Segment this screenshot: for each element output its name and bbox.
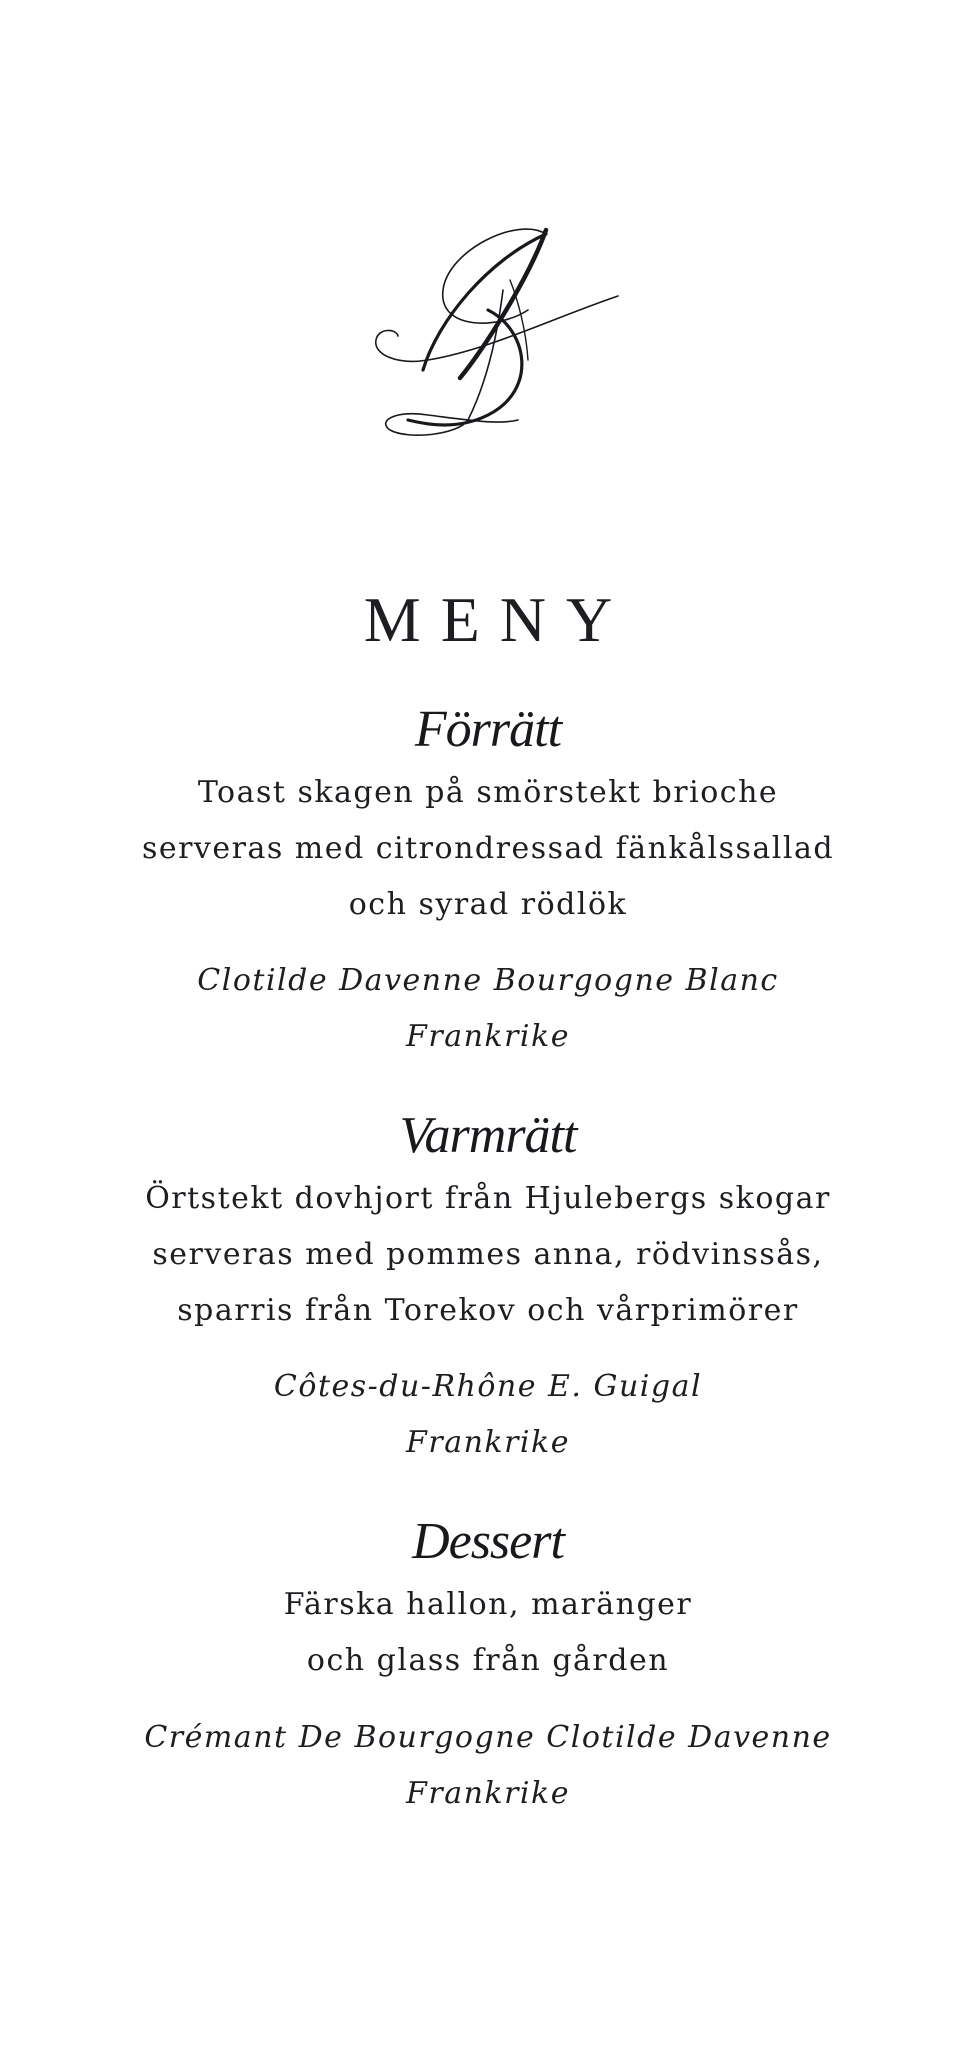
dish-line: Färska hallon, maränger: [283, 1587, 693, 1622]
dish-line: serveras med pommes anna, rödvinssås,: [152, 1237, 824, 1272]
wine-name: Clotilde Davenne Bourgogne Blanc: [197, 963, 779, 998]
monogram-logo-icon: [368, 220, 640, 450]
dish-line: och glass från gården: [306, 1643, 670, 1678]
dish-line: Örtstekt dovhjort från Hjulebergs skogar: [145, 1181, 831, 1216]
course-heading-forratt: Förrätt: [414, 701, 562, 758]
dish-line: Toast skagen på smörstekt brioche: [197, 775, 779, 810]
wine-origin: Frankrike: [406, 1425, 570, 1460]
wine-name: Crémant De Bourgogne Clotilde Davenne: [144, 1720, 832, 1755]
course-dish-varmratt: [0, 1171, 976, 1339]
dish-line: serveras med citrondressad fänkålssallad: [141, 831, 835, 866]
course-dish-dessert: [0, 1577, 976, 1689]
dish-line: och syrad rödlök: [348, 887, 628, 922]
course-heading-dessert: Dessert: [412, 1513, 564, 1570]
course-dish-forratt: [0, 765, 976, 933]
wine-origin: Frankrike: [406, 1776, 570, 1811]
course-heading-varmratt: Varmrätt: [399, 1107, 577, 1164]
course-wine-dessert: [0, 1710, 976, 1822]
menu-title: MENY: [363, 584, 633, 655]
course-wine-varmratt: [0, 1359, 976, 1471]
dish-line: sparris från Torekov och vårprimörer: [177, 1293, 799, 1328]
wine-origin: Frankrike: [406, 1019, 570, 1054]
wine-name: Côtes-du-Rhône E. Guigal: [273, 1369, 703, 1404]
course-wine-forratt: [0, 953, 976, 1065]
